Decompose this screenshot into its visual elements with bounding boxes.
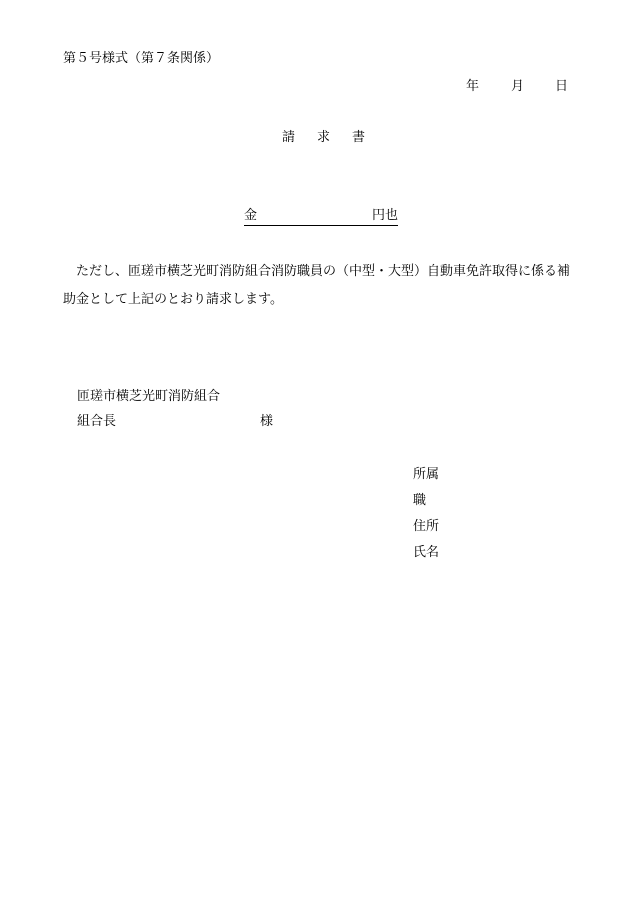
applicant-affiliation-label: 所属	[413, 467, 440, 482]
date-year-label: 年	[466, 79, 480, 94]
date-day-label: 日	[555, 79, 569, 94]
applicant-name-label: 氏名	[413, 545, 440, 560]
addressee-title: 組合長	[77, 414, 117, 429]
date-month-label: 月	[511, 79, 525, 94]
applicant-position-label: 職	[413, 493, 427, 508]
addressee-honorific: 様	[260, 414, 274, 429]
amount-prefix: 金	[244, 208, 258, 223]
amount-line	[244, 209, 398, 226]
body-text: ただし、匝瑳市横芝光町消防組合消防職員の（中型・大型）自動車免許取得に係る補助金として上記のとおり請求します。	[63, 264, 571, 307]
applicant-address-label: 住所	[413, 519, 440, 534]
document-title: 請求書	[282, 130, 388, 145]
addressee-organization: 匝瑳市横芝光町消防組合	[77, 389, 221, 404]
form-number: 第５号様式（第７条関係）	[63, 51, 220, 66]
amount-suffix: 円也	[371, 208, 398, 223]
